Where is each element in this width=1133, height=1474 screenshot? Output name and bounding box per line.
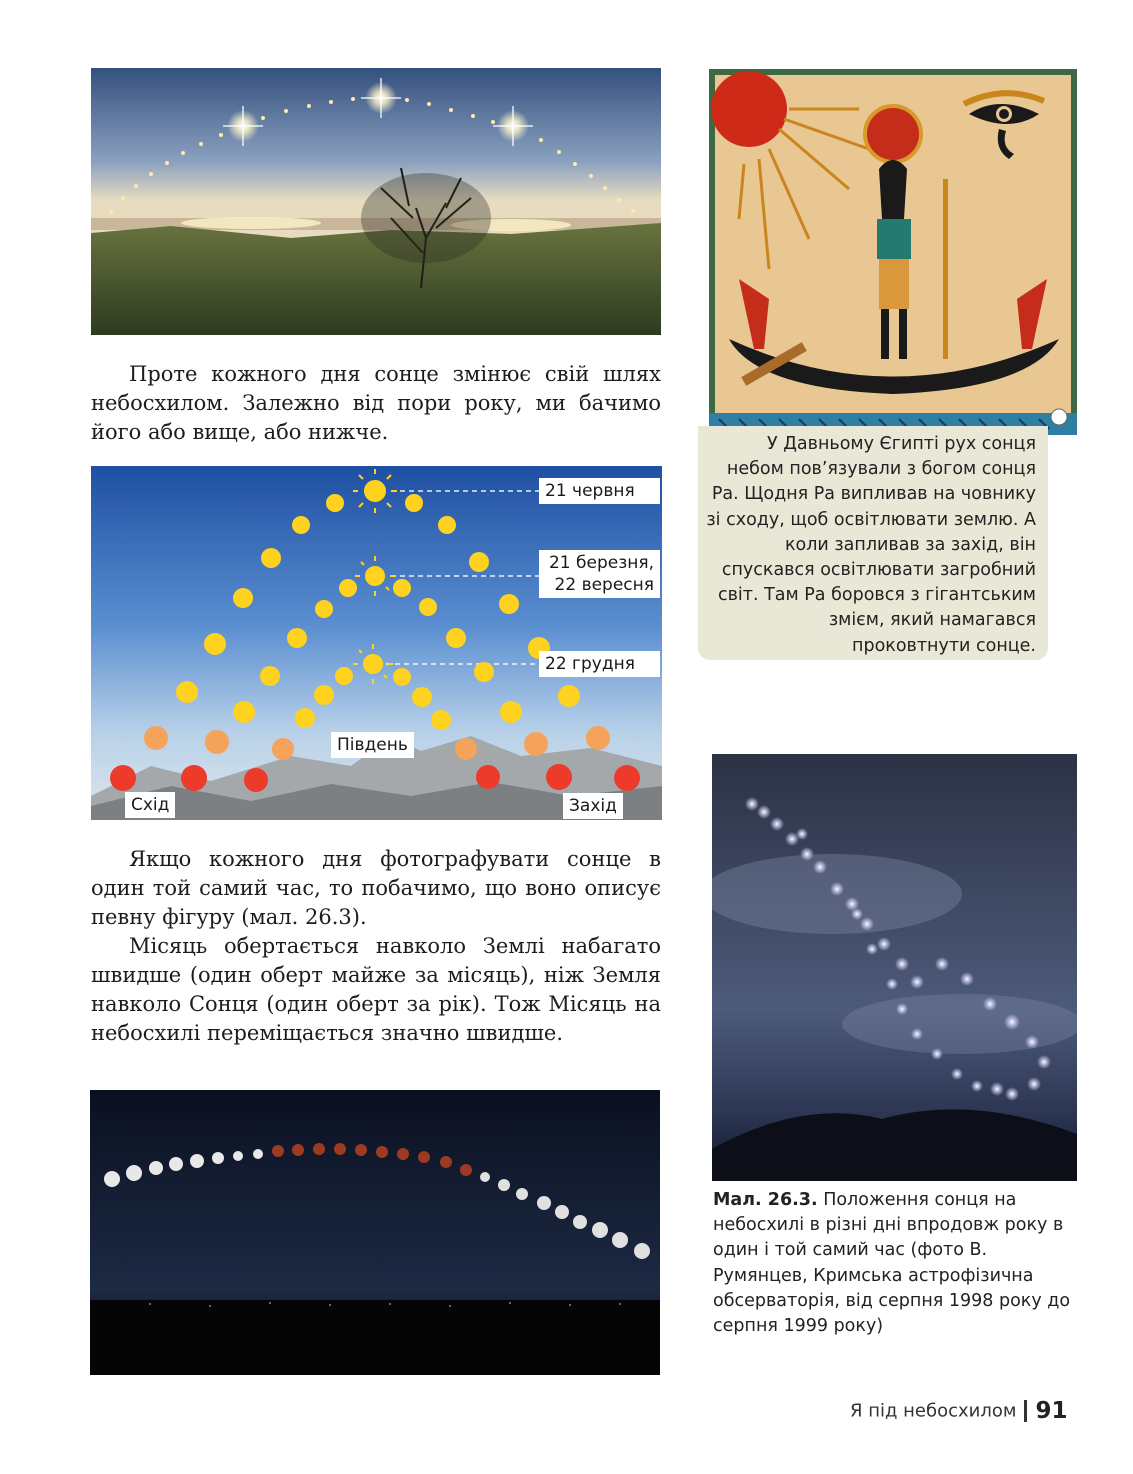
page-footer: [850, 1398, 1067, 1424]
ra-image: [709, 69, 1077, 435]
label-west: Захід: [563, 793, 623, 819]
paragraph-text: Місяць обертається навколо Землі набагато швидше (один оберт майже за місяць), ніж Земля навколо Сонця (один оберт за рік). Тож Місяць на небосхилі переміщається значно швидше.: [91, 934, 661, 1045]
label-march-21: 21 березня,: [548, 553, 654, 573]
paragraph-moon: [91, 932, 661, 1048]
sun-path-image: [91, 68, 661, 335]
ra-caption-box: [698, 426, 1048, 660]
label-september-22: 22 вересня: [554, 575, 654, 595]
zoom-icon: [1051, 409, 1067, 425]
label-december-22: 22 грудня: [539, 651, 660, 677]
sun-positions-diagram: [91, 466, 662, 820]
figure-caption-label: Мал. 26.3.: [713, 1190, 818, 1210]
ra-caption-text: У Давньому Єгипті рух сонця небом пов’язували з богом сонця Ра. Щодня Ра випливав на човнику зі сходу, щоб освітлювати землю. А коли запливав за захід, він спускався освітлювати загробний світ. Там Ра боровся з гігантським змієм, який намагався проковтнути сонце.: [706, 434, 1036, 656]
figure-caption: [713, 1188, 1083, 1339]
paragraph-sun-path: [91, 360, 661, 447]
analemma-image: [712, 754, 1077, 1181]
moon-sequence-image: [90, 1090, 660, 1375]
paragraph-analemma: [91, 845, 661, 932]
sun-positions-graphic: [91, 466, 662, 820]
ra-egyptian-god-illustration: [709, 69, 1077, 435]
footer-section-title: Я під небосхилом: [850, 1400, 1017, 1422]
page-number: 91: [1035, 1398, 1068, 1424]
paragraph-text: Якщо кожного дня фотографувати сонце в один той самий час, то побачимо, що воно описує певну фігуру (мал. 26.3).: [91, 847, 661, 929]
figure-caption-text: Положення сонця на небосхилі в різні дні впродовж року в один і той самий час (фото В. Румянцев, Кримська астрофізична обсерваторія, від серпня 1998 року до серпня 1999 року): [713, 1190, 1071, 1337]
photo-analemma: [712, 754, 1077, 1181]
label-equinox: [539, 550, 660, 598]
paragraph-text: Проте кожного дня сонце змінює свій шлях небосхилом. Залежно від пори року, ми бачимо його або вище, або нижче.: [91, 362, 661, 444]
photo-moon-eclipse-sequence: [90, 1090, 660, 1375]
label-june-21: 21 червня: [539, 478, 660, 504]
label-south: Південь: [331, 732, 414, 758]
footer-separator: [1024, 1400, 1027, 1422]
photo-sun-path-landscape: [91, 68, 661, 335]
label-east: Схід: [125, 792, 175, 818]
